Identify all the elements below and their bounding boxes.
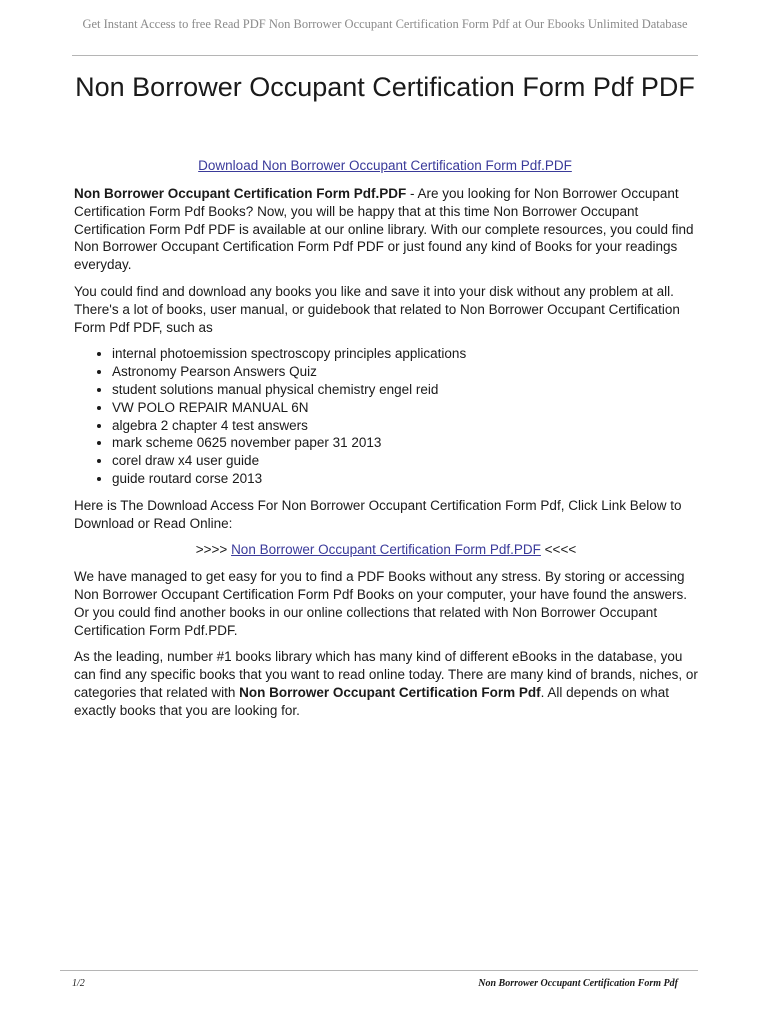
paragraph-related-books: You could find and download any books you like and save it into your disk without any problem at all. There's a lot of books, user manual, or guidebook that related to Non Borrower Occupant Certification Form Pdf PDF, such as xyxy=(74,283,680,335)
intro-paragraph xyxy=(74,185,698,274)
list-item: • algebra 2 chapter 4 test answers xyxy=(112,417,698,435)
paragraph-download-access: Here is The Download Access For Non Borrower Occupant Certification Form Pdf, Click Link Below to Download or Read Online: xyxy=(74,497,682,531)
footer-title: Non Borrower Occupant Certification Form Pdf xyxy=(478,978,678,989)
list-item: • mark scheme 0625 november paper 31 2013 xyxy=(112,434,698,452)
paragraph-storing: We have managed to get easy for you to find a PDF Books without any stress. By storing or accessing Non Borrower Occupant Certification Form Pdf Books on your computer, your have found the answers. Or you could find another books in our online collections that related with Non Borrower Occupant Certification Form Pdf.PDF. xyxy=(74,569,688,638)
paragraph5-text-before: As the leading, number #1 books library which has many kind of different eBooks in the database, you can find any specific books that you want to read online today. There are many kind of brands, niches, or categories that related with xyxy=(74,649,698,700)
download-link-main[interactable]: Non Borrower Occupant Certification Form Pdf.PDF xyxy=(231,542,541,558)
list-item: • Astronomy Pearson Answers Quiz xyxy=(112,363,698,381)
download-line-suffix: <<<< xyxy=(540,542,577,558)
header-divider xyxy=(72,55,698,56)
document-body xyxy=(74,185,698,729)
intro-bold-lead: Non Borrower Occupant Certification Form Pdf.PDF xyxy=(74,186,407,201)
download-line xyxy=(74,541,698,559)
paragraph-leading-library xyxy=(74,648,698,719)
download-link-container xyxy=(72,157,698,175)
document-title: Non Borrower Occupant Certification Form Pdf PDF xyxy=(75,72,695,102)
list-item: • internal photoemission spectroscopy principles applications xyxy=(112,345,698,363)
list-item: • VW POLO REPAIR MANUAL 6N xyxy=(112,399,698,417)
footer-divider xyxy=(60,970,698,971)
download-line-prefix: >>>> xyxy=(195,542,232,558)
list-item: • student solutions manual physical chemistry engel reid xyxy=(112,381,698,399)
related-books-list xyxy=(74,345,698,487)
page-header: Get Instant Access to free Read PDF Non Borrower Occupant Certification Form Pdf at Our Ebooks Unlimited Database xyxy=(82,17,688,31)
intro-text: - Are you looking for Non Borrower Occupant Certification Form Pdf Books? Now, you will be happy that at this time Non Borrower Occupant Certification Form Pdf PDF is available at our online library. With our complete resources, you could find Non Borrower Occupant Certification Form Pdf PDF or just found any kind of Books for your readings everyday. xyxy=(74,186,694,273)
list-item: • guide routard corse 2013 xyxy=(112,470,698,488)
list-item: • corel draw x4 user guide xyxy=(112,452,698,470)
paragraph5-text-after: . All depends on what exactly books that you are looking for. xyxy=(74,684,669,718)
download-link-top[interactable]: Download Non Borrower Occupant Certification Form Pdf.PDF xyxy=(198,158,572,173)
paragraph5-bold: Non Borrower Occupant Certification Form Pdf xyxy=(239,684,541,700)
page-number: 1/2 xyxy=(72,978,85,989)
